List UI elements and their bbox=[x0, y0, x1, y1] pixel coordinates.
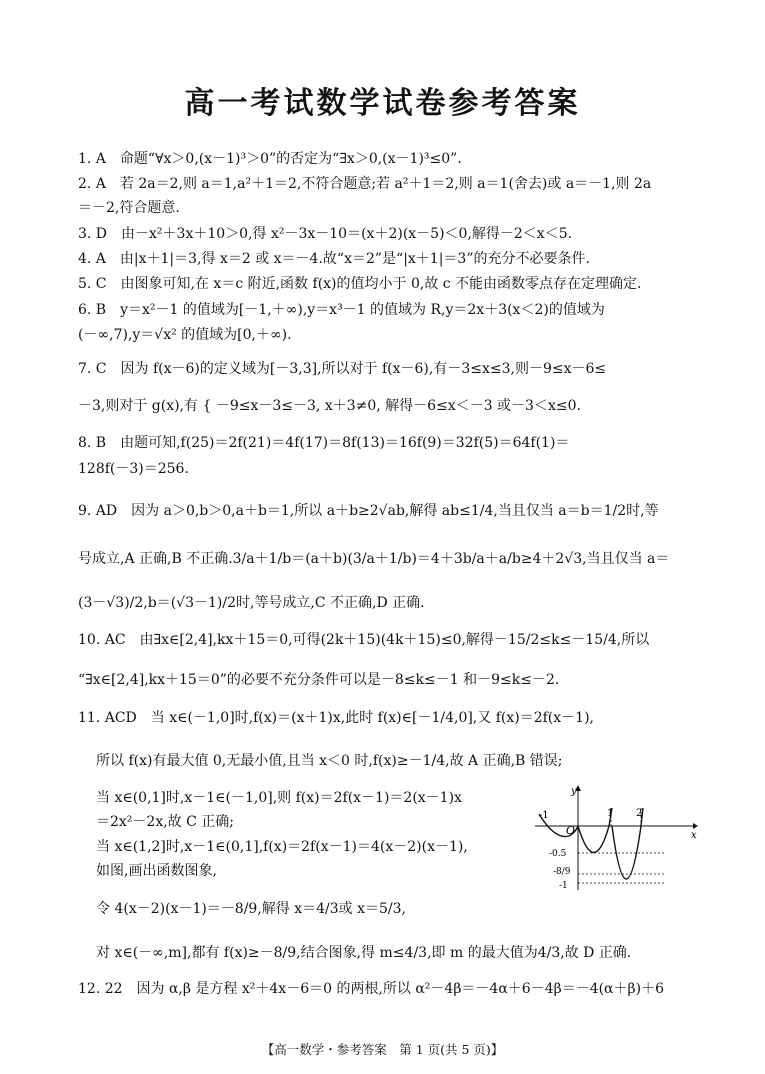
answer-line-11: 11. ACD 当 x∈(－1,0]时,f(x)＝(x＋1)x,此时 f(x)∈[－1/4,0],又 f(x)＝2f(x－1), bbox=[78, 710, 594, 726]
answer-line-6-cont: (－∞,7),y＝√x² 的值域为[0,＋∞). bbox=[78, 327, 292, 343]
answer-line-8: 8. B 由题可知,f(25)＝2f(21)＝4f(17)＝8f(13)＝16f(9)＝32f(5)＝64f(1)＝ bbox=[78, 435, 570, 451]
page-title: 高一考试数学试卷参考答案 bbox=[184, 86, 581, 121]
origin-label: O bbox=[566, 824, 576, 837]
y-axis-label: y bbox=[571, 786, 577, 797]
answer-line-5: 5. C 由图象可知,在 x＝c 附近,函数 f(x)的值均小于 0,故 c 不能由函数零点存在定理确定. bbox=[78, 276, 642, 292]
tick-label-x-2: 2 bbox=[636, 808, 643, 819]
answer-line-11-cont3: ＝2x²－2x,故 C 正确; bbox=[96, 814, 234, 830]
answer-line-11-cont6: 令 4(x－2)(x－1)＝－8/9,解得 x＝4/3或 x＝5/3, bbox=[96, 901, 406, 917]
answer-line-8-cont: 128f(－3)＝256. bbox=[78, 461, 189, 477]
answer-line-1: 1. A 命题“∀x＞0,(x－1)³＞0”的否定为“∃x＞0,(x－1)³≤0”. bbox=[78, 151, 462, 167]
answer-line-11-cont7: 对 x∈(－∞,m],都有 f(x)≥－8/9,结合图象,得 m≤4/3,即 m 的最大值为4/3,故 D 正确. bbox=[96, 945, 632, 961]
answer-line-3: 3. D 由－x²＋3x＋10＞0,得 x²－3x－10＝(x＋2)(x－5)＜0,解得－2＜x＜5. bbox=[78, 226, 573, 242]
answer-line-2-cont: ＝－2,符合题意. bbox=[78, 200, 180, 216]
answer-line-4: 4. A 由|x＋1|＝3,得 x＝2 或 x＝－4.故“x＝2”是“|x＋1|＝3”的充分不必要条件. bbox=[78, 251, 590, 267]
page-footer: 【高一数学・参考答案 第 1 页(共 5 页)】 bbox=[261, 1042, 504, 1057]
answer-line-9: 9. AD 因为 a＞0,b＞0,a＋b＝1,所以 a＋b≥2√ab,解得 ab≤1/4,当且仅当 a＝b＝1/2时,等 bbox=[78, 503, 659, 519]
answer-line-12: 12. 22 因为 α,β 是方程 x²＋4x－6＝0 的两根,所以 α²－4β＝－4α＋6－4β＝－4(α＋β)＋6 bbox=[78, 981, 664, 997]
answer-line-11-cont: 所以 f(x)有最大值 0,无最小值,且当 x＜0 时,f(x)≥－1/4,故 A 正确,B 错误; bbox=[96, 753, 563, 769]
tick-label-y-neg1: -1 bbox=[559, 881, 568, 891]
answer-line-11-cont2: 当 x∈(0,1]时,x－1∈(－1,0],则 f(x)＝2f(x－1)＝2(x－1)x bbox=[96, 790, 462, 806]
answer-line-11-cont5: 如图,画出函数图象, bbox=[96, 863, 217, 879]
answer-line-9-cont2: (3－√3)/2,b＝(√3－1)/2时,等号成立,C 不正确,D 正确. bbox=[78, 595, 425, 611]
tick-label-y-neg-half: -0.5 bbox=[549, 849, 567, 859]
answer-line-10: 10. AC 由∃x∈[2,4],kx＋15＝0,可得(2k＋15)(4k＋15)≤0,解得－15/2≤k≤－15/4,所以 bbox=[78, 632, 650, 648]
tick-label-x-1: 1 bbox=[607, 808, 614, 819]
answer-line-6: 6. B y＝x²－1 的值域为[－1,＋∞),y＝x³－1 的值域为 R,y＝2x＋3(x＜2)的值域为 bbox=[78, 302, 605, 318]
answer-line-2: 2. A 若 2a＝2,则 a＝1,a²＋1＝2,不符合题意;若 a²＋1＝2,则 a＝1(舍去)或 a＝－1,则 2a bbox=[78, 176, 652, 192]
answer-line-9-cont: 号成立,A 正确,B 不正确.3/a＋1/b＝(a＋b)(3/a＋1/b)＝4＋3b/a＋a/b≥4＋2√3,当且仅当 a＝ bbox=[78, 551, 670, 567]
x-axis-arrow bbox=[693, 823, 698, 829]
answer-line-11-cont4: 当 x∈(1,2]时,x－1∈(0,1],f(x)＝2f(x－1)＝4(x－2)(x－1), bbox=[96, 839, 468, 855]
tick-label-y-neg-8-9: -8/9 bbox=[553, 867, 571, 877]
x-axis-label: x bbox=[691, 830, 697, 841]
tick-label-x-neg1: -1 bbox=[539, 810, 549, 821]
answer-line-7: 7. C 因为 f(x－6)的定义域为[－3,3],所以对于 f(x－6),有－3≤x≤3,则－9≤x－6≤ bbox=[78, 361, 607, 377]
answer-line-7-cont: －3,则对于 g(x),有 { －9≤x－3≤－3, x＋3≠0, 解得－6≤x＜－3 或－3＜x≤0. bbox=[78, 398, 581, 414]
function-graph bbox=[533, 782, 698, 894]
answer-line-10-cont: “∃x∈[2,4],kx＋15＝0”的必要不充分条件可以是－8≤k≤－1 和－9≤k≤－2. bbox=[78, 672, 560, 688]
